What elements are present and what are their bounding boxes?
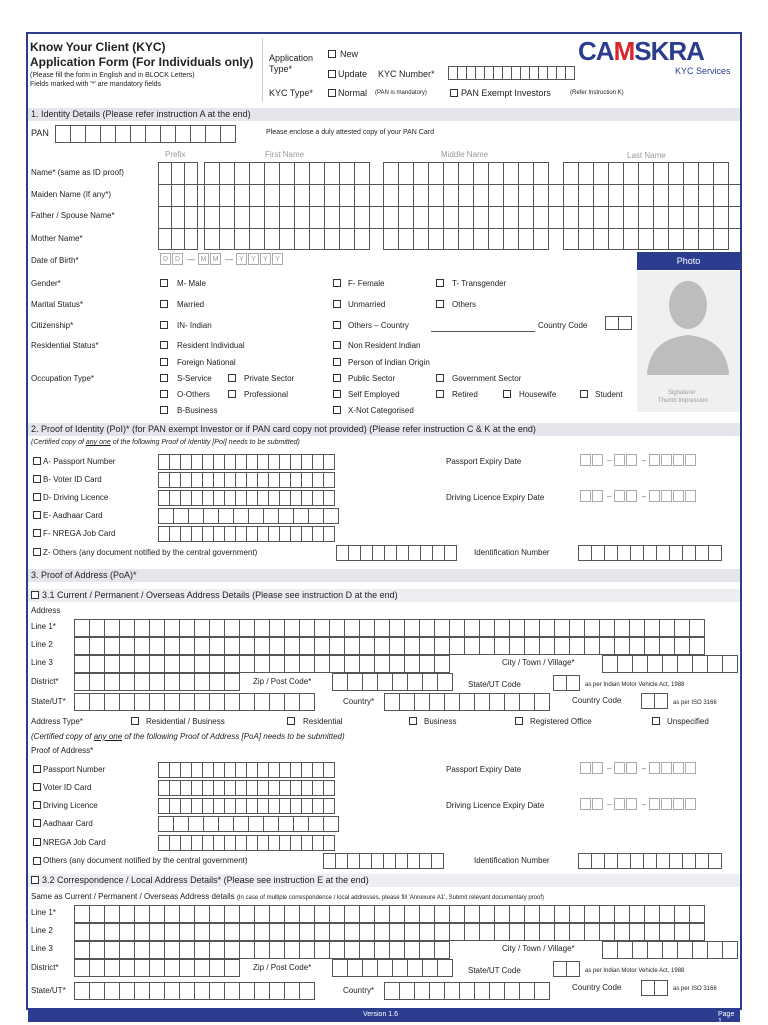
occ-not-categorised-checkbox[interactable] (333, 406, 341, 414)
poi-note-pre: (Certified copy of (31, 439, 86, 446)
poa-dl-exp-m1[interactable] (614, 798, 625, 810)
kyc-number-label: KYC Number* (378, 69, 435, 79)
at-unspec-label: Unspecified (667, 717, 709, 726)
nri-checkbox[interactable] (333, 341, 341, 349)
camskra-logo (578, 36, 704, 67)
occ-business-label: B-Business (177, 406, 218, 415)
name-row-divider-2 (158, 206, 740, 207)
corr-iso-note: as per ISO 3166 (673, 986, 717, 992)
dob-year-1[interactable]: Y (236, 253, 247, 265)
resident-individual-checkbox[interactable] (160, 341, 168, 349)
poi-dl-checkbox[interactable] (33, 493, 41, 501)
poa-dl-checkbox[interactable] (33, 801, 41, 809)
poi-passport-exp-m1[interactable] (614, 454, 625, 466)
update-label: Update (338, 69, 368, 79)
col-prefix: Prefix (165, 150, 186, 159)
dob-month-1[interactable]: M (198, 253, 209, 265)
dob-year-3[interactable]: Y (260, 253, 271, 265)
occ-student-label: Student (595, 390, 623, 399)
gender-label: Gender* (31, 279, 61, 288)
poa-dl-exp-m2[interactable] (626, 798, 637, 810)
poi-passport-exp-y3[interactable] (673, 454, 684, 466)
resident-individual-label: Resident Individual (177, 341, 245, 350)
poa-passport-field[interactable] (158, 762, 334, 778)
poa-passport-exp-y2[interactable] (661, 762, 672, 774)
pio-label: Person of Indian Origin (348, 358, 430, 367)
occ-professional-checkbox[interactable] (228, 390, 236, 398)
marital-label: Marital Status* (31, 300, 84, 309)
occ-self-employed-label: Self Employed (348, 390, 400, 399)
poa-id-number-field[interactable] (578, 853, 721, 869)
addr-line2-label: Line 2 (31, 640, 53, 649)
poa-voter-label: Voter ID Card (43, 783, 92, 792)
poi-note (31, 439, 300, 446)
pan-exempt-note: (Refer Instruction K) (570, 90, 624, 96)
poi-aadhaar-field[interactable] (158, 508, 338, 524)
at-office-checkbox[interactable] (515, 717, 523, 725)
addr-line1-label: Line 1* (31, 622, 56, 631)
married-checkbox[interactable] (160, 300, 168, 308)
occupation-label: Occupation Type* (31, 374, 95, 383)
poa-others-label: Others (any document notified by the central government) (43, 856, 248, 865)
maiden-name-label: Maiden Name (If any*) (31, 190, 112, 199)
section-3-1-heading (28, 589, 740, 602)
poa-passport-exp-y3[interactable] (673, 762, 684, 774)
corr-country-label: Country* (343, 986, 375, 995)
normal-note: (PAN is mandatory) (375, 90, 427, 96)
normal-checkbox[interactable] (328, 89, 336, 97)
occ-retired-checkbox[interactable] (436, 390, 444, 398)
state-code-field[interactable] (553, 675, 579, 691)
poa-note (31, 732, 345, 741)
poa-note-post: of the following Proof of Address [PoA] needs to be submitted) (122, 732, 345, 741)
poi-voter-checkbox[interactable] (33, 475, 41, 483)
occ-private-checkbox[interactable] (228, 374, 236, 382)
col-first-name: First Name (265, 150, 305, 159)
poa-passport-expiry-label: Passport Expiry Date (446, 765, 522, 774)
dob-day-1[interactable]: D (160, 253, 171, 265)
at-res-checkbox[interactable] (287, 717, 295, 725)
at-bus-label: Business (424, 717, 457, 726)
corr-district-label: District* (31, 963, 59, 972)
poi-id-number-field[interactable] (578, 545, 721, 561)
poa-aadhaar-label: Aadhaar Card (43, 819, 93, 828)
poi-passport-label: A- Passport Number (43, 457, 116, 466)
occ-public-label: Public Sector (348, 374, 396, 383)
occ-student-checkbox[interactable] (580, 390, 588, 398)
pan-label: PAN (31, 128, 49, 138)
poa-nrega-label: NREGA Job Card (43, 838, 106, 847)
corr-zip-field[interactable] (332, 959, 452, 977)
poa-dl-exp-d2[interactable] (592, 798, 603, 810)
kyc-type-label: KYC Type* (269, 88, 313, 98)
name-row-divider-3 (158, 228, 740, 229)
poa-dl-exp-y4[interactable] (685, 798, 696, 810)
name-row-divider-1 (158, 184, 740, 185)
corr-city-label: City / Town / Village* (502, 944, 575, 953)
poi-passport-field[interactable] (158, 454, 334, 470)
corr-mv-act-note: as per Indian Motor Vehicle Act, 1988 (585, 968, 685, 974)
married-label: Married (177, 300, 205, 309)
nri-label: Non Resident Indian (348, 341, 421, 350)
header-divider (262, 38, 263, 102)
sec32-title: 3.2 Correspondence / Local Address Details* (Please see instruction E at the end) (42, 875, 369, 885)
poi-passport-exp-y4[interactable] (685, 454, 696, 466)
at-res-label: Residential (303, 717, 343, 726)
form-subtitle: Application Form (For Individuals only) (30, 55, 254, 69)
poa-aadhaar-field[interactable] (158, 816, 338, 832)
poa-voter-checkbox[interactable] (33, 783, 41, 791)
addr-country-code-label: Country Code (572, 696, 622, 705)
marital-others-checkbox[interactable] (436, 300, 444, 308)
poi-others-label: Z- Others (any document notified by the central government) (43, 548, 258, 557)
footer-bar (28, 1010, 740, 1025)
photo-header: Photo (637, 252, 740, 270)
dob-month-2[interactable]: M (210, 253, 221, 265)
form-title: Know Your Client (KYC) (30, 40, 166, 54)
poa-passport-exp-m2[interactable] (626, 762, 637, 774)
corr-state-code-label: State/UT Code (468, 966, 521, 975)
poa-dl-expiry-label: Driving Licence Expiry Date (446, 801, 545, 810)
state-code-label: State/UT Code (468, 680, 521, 689)
section-3-heading: 3. Proof of Address (PoA)* (28, 569, 740, 582)
occ-others-label: O-Others (177, 390, 210, 399)
poi-voter-field[interactable] (158, 472, 334, 488)
poi-aadhaar-checkbox[interactable] (33, 511, 41, 519)
poi-passport-expiry-label: Passport Expiry Date (446, 457, 522, 466)
poa-nrega-checkbox[interactable] (33, 838, 41, 846)
city-field[interactable] (602, 655, 737, 673)
citizen-indian-label: IN- Indian (177, 321, 212, 330)
corr-city-field[interactable] (602, 941, 737, 959)
poi-nrega-checkbox[interactable] (33, 529, 41, 537)
mandatory-note: Fields marked with '*' are mandatory fields (30, 81, 162, 88)
dob-field[interactable]: D D — M M — Y Y Y Y (160, 253, 284, 265)
mother-name-label: Mother Name* (31, 234, 83, 243)
gender-male-checkbox[interactable] (160, 279, 168, 287)
occ-business-checkbox[interactable] (160, 406, 168, 414)
foreign-national-checkbox[interactable] (160, 358, 168, 366)
gender-trans-label: T- Transgender (452, 279, 507, 288)
occ-private-label: Private Sector (244, 374, 295, 383)
poi-voter-label: B- Voter ID Card (43, 475, 102, 484)
new-label: New (340, 49, 359, 59)
poi-note-any: any one (85, 439, 111, 446)
poi-passport-exp-d2[interactable] (592, 454, 603, 466)
poa-dl-expiry-field[interactable]: – – (580, 798, 697, 810)
normal-label: Normal (338, 88, 368, 98)
addr-line2-field[interactable] (74, 637, 704, 655)
poi-passport-exp-m2[interactable] (626, 454, 637, 466)
citizen-indian-checkbox[interactable] (160, 321, 168, 329)
at-res-bus-label: Residential / Business (146, 717, 225, 726)
at-res-bus-checkbox[interactable] (131, 717, 139, 725)
addr-line3-field[interactable] (74, 655, 449, 673)
occ-retired-label: Retired (452, 390, 478, 399)
poa-dl-exp-y2[interactable] (661, 798, 672, 810)
new-checkbox[interactable] (328, 50, 336, 58)
pan-field[interactable] (55, 125, 235, 143)
application-type-label: Application (269, 53, 314, 63)
address-label: Address (31, 606, 61, 615)
kyc-number-field[interactable] (448, 66, 574, 80)
marital-others-label: Others (452, 300, 477, 309)
poa-dl-label: Driving Licence (43, 801, 98, 810)
corr-line2-label: Line 2 (31, 926, 53, 935)
corr-line1-field[interactable] (74, 905, 704, 923)
version-label: Version 1.6 (363, 1011, 399, 1018)
sec31-checkbox[interactable] (31, 591, 39, 599)
corr-country-field[interactable] (384, 982, 549, 1000)
fill-note: (Please fill the form in English and in BLOCK Letters) (30, 72, 195, 79)
update-checkbox[interactable] (328, 70, 336, 78)
gender-female-label: F- Female (348, 279, 385, 288)
address-type-label: Address Type* (31, 717, 83, 726)
poi-id-number-label: Identification Number (474, 548, 550, 557)
poa-passport-exp-y4[interactable] (685, 762, 696, 774)
poa-id-number-label: Identification Number (474, 856, 550, 865)
poi-passport-checkbox[interactable] (33, 457, 41, 465)
citizen-others-label: Others – Country (348, 321, 409, 330)
section-3-2-heading (28, 874, 740, 887)
occ-service-checkbox[interactable] (160, 374, 168, 382)
dob-label: Date of Birth* (31, 256, 79, 265)
citizenship-label: Citizenship* (31, 321, 74, 330)
poa-passport-expiry-field[interactable]: – – (580, 762, 697, 774)
poa-passport-exp-m1[interactable] (614, 762, 625, 774)
poa-note-pre: (Certified copy of (31, 732, 94, 741)
pan-exempt-checkbox[interactable] (450, 89, 458, 97)
poa-voter-field[interactable] (158, 780, 334, 796)
occ-not-categorised-label: X-Not Categorised (348, 406, 414, 415)
addr-line1-field[interactable] (74, 619, 704, 637)
poi-passport-expiry-field[interactable]: – – (580, 454, 697, 466)
corr-line2-field[interactable] (74, 923, 704, 941)
addr-country-code-field[interactable] (641, 693, 667, 709)
poi-dl-exp-y2[interactable] (661, 490, 672, 502)
occ-housewife-label: Housewife (519, 390, 557, 399)
corr-state-label: State/UT* (31, 986, 66, 995)
poa-passport-exp-y1[interactable] (649, 762, 660, 774)
zip-label: Zip / Post Code* (253, 677, 312, 686)
country-field[interactable] (384, 693, 549, 711)
corr-zip-label: Zip / Post Code* (253, 963, 312, 972)
sec31-title: 3.1 Current / Permanent / Overseas Address Details (Please see instruction D at the end) (42, 590, 398, 600)
poi-note-post: of the following Proof of Identity [PoI] needs to be submitted) (110, 439, 300, 446)
logo-subtitle: KYC Services (675, 66, 731, 76)
poa-others-field[interactable] (323, 853, 443, 869)
poi-others-field[interactable] (336, 545, 456, 561)
occ-housewife-checkbox[interactable] (503, 390, 511, 398)
corr-line3-label: Line 3 (31, 944, 53, 953)
zip-field[interactable] (332, 673, 452, 691)
occ-public-checkbox[interactable] (333, 374, 341, 382)
dob-year-4[interactable]: Y (272, 253, 283, 265)
at-unspec-checkbox[interactable] (652, 717, 660, 725)
poa-passport-exp-d2[interactable] (592, 762, 603, 774)
city-label: City / Town / Village* (502, 658, 575, 667)
poi-dl-exp-y1[interactable] (649, 490, 660, 502)
pan-note: Please enclose a duly attested copy of your PAN Card (266, 129, 434, 136)
poi-dl-exp-y4[interactable] (685, 490, 696, 502)
poi-nrega-label: F- NREGA Job Card (43, 529, 116, 538)
citizen-country-line[interactable] (431, 331, 535, 332)
mv-act-note: as per Indian Motor Vehicle Act, 1988 (585, 682, 685, 688)
pan-exempt-label: PAN Exempt Investors (461, 88, 551, 98)
page-number: Page 1 (718, 1011, 735, 1025)
occ-govt-label: Government Sector (452, 374, 522, 383)
poa-dl-field[interactable] (158, 798, 334, 814)
poa-note-any: any one (93, 732, 123, 741)
state-field[interactable] (74, 693, 314, 711)
poi-dl-label: D- Driving Licence (43, 493, 109, 502)
section-1-heading: 1. Identity Details (Please refer instruction A at the end) (28, 108, 740, 121)
poi-passport-exp-d1[interactable] (580, 454, 591, 466)
section-2-heading: 2. Proof of Identity (PoI)* (for PAN exempt Investor or if PAN card copy not provided) (Please refer instruction C & K at the end) (28, 423, 740, 436)
poi-others-checkbox[interactable] (33, 548, 41, 556)
gender-trans-checkbox[interactable] (436, 279, 444, 287)
citizen-others-checkbox[interactable] (333, 321, 341, 329)
poa-passport-label: Passport Number (43, 765, 106, 774)
iso-note: as per ISO 3166 (673, 700, 717, 706)
same-as-note: (In case of multiple correspondence / local addresses, please fill 'Annexure A1', Submit relevant documentary proof) (236, 895, 545, 901)
citizen-country-code-field[interactable] (605, 316, 631, 330)
poa-passport-checkbox[interactable] (33, 765, 41, 773)
poa-dl-exp-y1[interactable] (649, 798, 660, 810)
unmarried-checkbox[interactable] (333, 300, 341, 308)
pio-checkbox[interactable] (333, 358, 341, 366)
col-middle-name: Middle Name (441, 150, 489, 159)
poa-passport-exp-d1[interactable] (580, 762, 591, 774)
col-last-name: Last Name (627, 151, 666, 160)
occ-govt-checkbox[interactable] (436, 374, 444, 382)
dob-day-2[interactable]: D (172, 253, 183, 265)
district-field[interactable] (74, 673, 239, 691)
gender-female-checkbox[interactable] (333, 279, 341, 287)
signature-note: Signature/ (668, 390, 696, 396)
sec32-checkbox[interactable] (31, 876, 39, 884)
dob-year-2[interactable]: Y (248, 253, 259, 265)
name-label: Name* (same as ID proof) (31, 168, 124, 177)
poi-nrega-field[interactable] (158, 526, 334, 542)
poa-dl-exp-d1[interactable] (580, 798, 591, 810)
occ-professional-label: Professional (244, 390, 289, 399)
poa-dl-exp-y3[interactable] (673, 798, 684, 810)
poi-dl-exp-d2[interactable] (592, 490, 603, 502)
poi-passport-exp-y2[interactable] (661, 454, 672, 466)
poa-label: Proof of Address* (31, 746, 94, 755)
corr-country-code-label: Country Code (572, 983, 622, 992)
at-office-label: Registered Office (530, 717, 592, 726)
poi-aadhaar-label: E- Aadhaar Card (43, 511, 103, 520)
poa-aadhaar-checkbox[interactable] (33, 819, 41, 827)
corr-state-code-field[interactable] (553, 961, 579, 977)
same-as-text: Same as Current / Permanent / Overseas Address details (31, 892, 235, 901)
signature-note-2: Thumb Impression (658, 398, 708, 404)
gender-male-label: M- Male (177, 279, 206, 288)
application-type-label-2: Type* (269, 64, 293, 74)
corr-district-field[interactable] (74, 959, 239, 977)
poi-dl-exp-d1[interactable] (580, 490, 591, 502)
poa-others-checkbox[interactable] (33, 857, 41, 865)
poi-dl-exp-m1[interactable] (614, 490, 625, 502)
foreign-national-label: Foreign National (177, 358, 236, 367)
logo-text-1: CA (578, 36, 614, 66)
occ-service-label: S-Service (177, 374, 212, 383)
poi-dl-exp-m2[interactable] (626, 490, 637, 502)
corr-state-field[interactable] (74, 982, 314, 1000)
occ-others-checkbox[interactable] (160, 390, 168, 398)
corr-line3-field[interactable] (74, 941, 449, 959)
residential-status-label: Residential Status* (31, 341, 99, 350)
citizen-country-code-label: Country Code (538, 321, 588, 330)
corr-country-code-field[interactable] (641, 980, 667, 996)
logo-text-2: M (613, 36, 635, 66)
poi-dl-expiry-label: Driving Licence Expiry Date (446, 493, 545, 502)
same-as-label (31, 892, 544, 901)
addr-line3-label: Line 3 (31, 658, 53, 667)
at-bus-checkbox[interactable] (409, 717, 417, 725)
country-label: Country* (343, 697, 375, 706)
poi-dl-field[interactable] (158, 490, 334, 506)
district-label: District* (31, 677, 59, 686)
state-label: State/UT* (31, 697, 66, 706)
poi-dl-expiry-field[interactable]: – – (580, 490, 697, 502)
father-spouse-label: Father / Spouse Name* (31, 211, 115, 220)
logo-text-3: SKRA (634, 36, 704, 66)
occ-self-employed-checkbox[interactable] (333, 390, 341, 398)
poa-nrega-field[interactable] (158, 835, 334, 851)
corr-line1-label: Line 1* (31, 908, 56, 917)
unmarried-label: Unmarried (348, 300, 386, 309)
poi-passport-exp-y1[interactable] (649, 454, 660, 466)
poi-dl-exp-y3[interactable] (673, 490, 684, 502)
